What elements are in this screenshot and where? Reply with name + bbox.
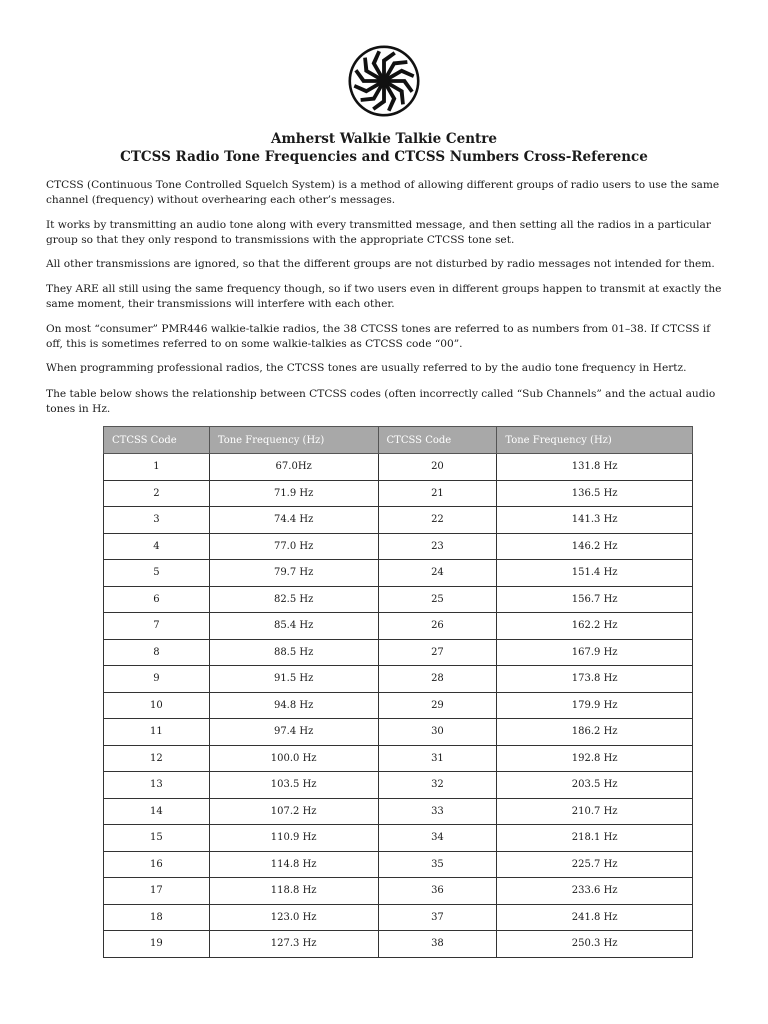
paragraph-how-it-works: It works by transmitting an audio tone along with every transmitted message, and then setting all the radios in a particular group so that they only respond to transmissions with the appropriate CTCSS tone set. bbox=[46, 219, 711, 246]
paragraph-professional-radios: When programming professional radios, the CTCSS tones are usually referred to by the audio tone frequency in Hertz. bbox=[46, 362, 687, 374]
cell-frequency-right: 225.7 Hz bbox=[497, 851, 693, 878]
cell-code-right: 23 bbox=[378, 533, 497, 560]
cell-frequency-right: 131.8 Hz bbox=[497, 454, 693, 481]
cell-frequency-left: 79.7 Hz bbox=[209, 560, 378, 587]
table-row bbox=[104, 931, 693, 958]
cell-frequency-left: 71.9 Hz bbox=[209, 480, 378, 507]
cell-frequency-right: 162.2 Hz bbox=[497, 613, 693, 640]
cell-frequency-right: 167.9 Hz bbox=[497, 639, 693, 666]
table-row bbox=[104, 904, 693, 931]
cell-code-right: 37 bbox=[378, 904, 497, 931]
table-row bbox=[104, 480, 693, 507]
cell-code-right: 31 bbox=[378, 745, 497, 772]
cell-frequency-left: 100.0 Hz bbox=[209, 745, 378, 772]
cell-code-right: 30 bbox=[378, 719, 497, 746]
cell-frequency-left: 91.5 Hz bbox=[209, 666, 378, 693]
cell-code-left: 11 bbox=[104, 719, 210, 746]
table-row bbox=[104, 692, 693, 719]
table-row bbox=[104, 825, 693, 852]
cell-frequency-left: 127.3 Hz bbox=[209, 931, 378, 958]
cell-code-left: 5 bbox=[104, 560, 210, 587]
cell-frequency-right: 136.5 Hz bbox=[497, 480, 693, 507]
table-row bbox=[104, 851, 693, 878]
table-row bbox=[104, 533, 693, 560]
cell-frequency-left: 114.8 Hz bbox=[209, 851, 378, 878]
table-header-row bbox=[104, 427, 693, 454]
cell-frequency-left: 67.0Hz bbox=[209, 454, 378, 481]
table-row bbox=[104, 454, 693, 481]
cell-code-left: 8 bbox=[104, 639, 210, 666]
table-body bbox=[104, 454, 693, 958]
cell-frequency-left: 103.5 Hz bbox=[209, 772, 378, 799]
cell-frequency-left: 94.8 Hz bbox=[209, 692, 378, 719]
cell-code-right: 36 bbox=[378, 878, 497, 905]
table-row bbox=[104, 613, 693, 640]
header-ctcss-code-1: CTCSS Code bbox=[104, 427, 210, 454]
table-row bbox=[104, 586, 693, 613]
cell-code-right: 27 bbox=[378, 639, 497, 666]
cell-frequency-right: 156.7 Hz bbox=[497, 586, 693, 613]
cell-code-right: 24 bbox=[378, 560, 497, 587]
cell-frequency-right: 250.3 Hz bbox=[497, 931, 693, 958]
paragraph-same-frequency: They ARE all still using the same frequency though, so if two users even in different groups happen to transmit at exactly the same moment, their transmissions will interfere with each other. bbox=[46, 283, 722, 310]
cell-frequency-right: 141.3 Hz bbox=[497, 507, 693, 534]
cell-code-right: 35 bbox=[378, 851, 497, 878]
table-row bbox=[104, 798, 693, 825]
cell-code-right: 25 bbox=[378, 586, 497, 613]
table-row bbox=[104, 560, 693, 587]
cell-frequency-right: 203.5 Hz bbox=[497, 772, 693, 799]
cell-frequency-right: 241.8 Hz bbox=[497, 904, 693, 931]
cell-code-right: 22 bbox=[378, 507, 497, 534]
cell-code-left: 18 bbox=[104, 904, 210, 931]
cell-frequency-right: 146.2 Hz bbox=[497, 533, 693, 560]
cell-frequency-right: 210.7 Hz bbox=[497, 798, 693, 825]
paragraph-consumer-radios: On most “consumer” PMR446 walkie-talkie radios, the 38 CTCSS tones are referred to as numbers from 01–38. If CTCSS if off, this is sometimes referred to on some walkie-talkies as CTCSS code “00”. bbox=[46, 323, 711, 350]
cell-code-left: 16 bbox=[104, 851, 210, 878]
cell-frequency-left: 107.2 Hz bbox=[209, 798, 378, 825]
cell-code-left: 7 bbox=[104, 613, 210, 640]
cell-frequency-right: 192.8 Hz bbox=[497, 745, 693, 772]
cell-frequency-right: 151.4 Hz bbox=[497, 560, 693, 587]
cell-frequency-right: 173.8 Hz bbox=[497, 666, 693, 693]
cell-frequency-left: 97.4 Hz bbox=[209, 719, 378, 746]
cell-code-right: 29 bbox=[378, 692, 497, 719]
sonnenrad-logo-icon bbox=[347, 44, 421, 118]
table-row bbox=[104, 639, 693, 666]
cell-frequency-right: 218.1 Hz bbox=[497, 825, 693, 852]
cell-code-left: 14 bbox=[104, 798, 210, 825]
table-row bbox=[104, 878, 693, 905]
table-row bbox=[104, 719, 693, 746]
cell-code-left: 3 bbox=[104, 507, 210, 534]
cell-code-left: 10 bbox=[104, 692, 210, 719]
ctcss-table bbox=[103, 426, 693, 958]
cell-code-left: 4 bbox=[104, 533, 210, 560]
cell-code-left: 2 bbox=[104, 480, 210, 507]
cell-code-right: 26 bbox=[378, 613, 497, 640]
cell-frequency-left: 85.4 Hz bbox=[209, 613, 378, 640]
paragraph-intro: CTCSS (Continuous Tone Controlled Squelch System) is a method of allowing different groups of radio users to use the same channel (frequency) without overhearing each other’s messages. bbox=[46, 179, 720, 206]
cell-frequency-left: 123.0 Hz bbox=[209, 904, 378, 931]
table-row bbox=[104, 507, 693, 534]
table-row bbox=[104, 772, 693, 799]
cell-code-right: 33 bbox=[378, 798, 497, 825]
cell-frequency-left: 88.5 Hz bbox=[209, 639, 378, 666]
paragraph-ignored: All other transmissions are ignored, so that the different groups are not disturbed by radio messages not intended for them. bbox=[46, 258, 715, 270]
header-tone-frequency-1: Tone Frequency (Hz) bbox=[209, 427, 378, 454]
cell-frequency-left: 110.9 Hz bbox=[209, 825, 378, 852]
cell-code-right: 20 bbox=[378, 454, 497, 481]
cell-code-left: 17 bbox=[104, 878, 210, 905]
header-ctcss-code-2: CTCSS Code bbox=[378, 427, 497, 454]
cell-frequency-left: 77.0 Hz bbox=[209, 533, 378, 560]
cell-frequency-left: 118.8 Hz bbox=[209, 878, 378, 905]
cell-code-left: 13 bbox=[104, 772, 210, 799]
table-row bbox=[104, 666, 693, 693]
cell-frequency-right: 179.9 Hz bbox=[497, 692, 693, 719]
paragraph-table-intro: The table below shows the relationship between CTCSS codes (often incorrectly called “Sub Channels” and the actual audio tones in Hz. bbox=[46, 388, 716, 415]
document-title: Amherst Walkie Talkie Centre bbox=[271, 131, 497, 147]
table-row bbox=[104, 745, 693, 772]
document-subtitle: CTCSS Radio Tone Frequencies and CTCSS Numbers Cross-Reference bbox=[120, 149, 648, 165]
cell-code-left: 15 bbox=[104, 825, 210, 852]
cell-code-left: 19 bbox=[104, 931, 210, 958]
cell-code-right: 38 bbox=[378, 931, 497, 958]
cell-code-right: 21 bbox=[378, 480, 497, 507]
cell-code-right: 32 bbox=[378, 772, 497, 799]
header-tone-frequency-2: Tone Frequency (Hz) bbox=[497, 427, 693, 454]
cell-frequency-left: 74.4 Hz bbox=[209, 507, 378, 534]
logo-hub bbox=[379, 76, 389, 86]
cell-code-left: 1 bbox=[104, 454, 210, 481]
cell-frequency-right: 233.6 Hz bbox=[497, 878, 693, 905]
cell-code-left: 9 bbox=[104, 666, 210, 693]
cell-frequency-right: 186.2 Hz bbox=[497, 719, 693, 746]
cell-code-left: 6 bbox=[104, 586, 210, 613]
cell-code-right: 34 bbox=[378, 825, 497, 852]
cell-code-right: 28 bbox=[378, 666, 497, 693]
cell-code-left: 12 bbox=[104, 745, 210, 772]
cell-frequency-left: 82.5 Hz bbox=[209, 586, 378, 613]
